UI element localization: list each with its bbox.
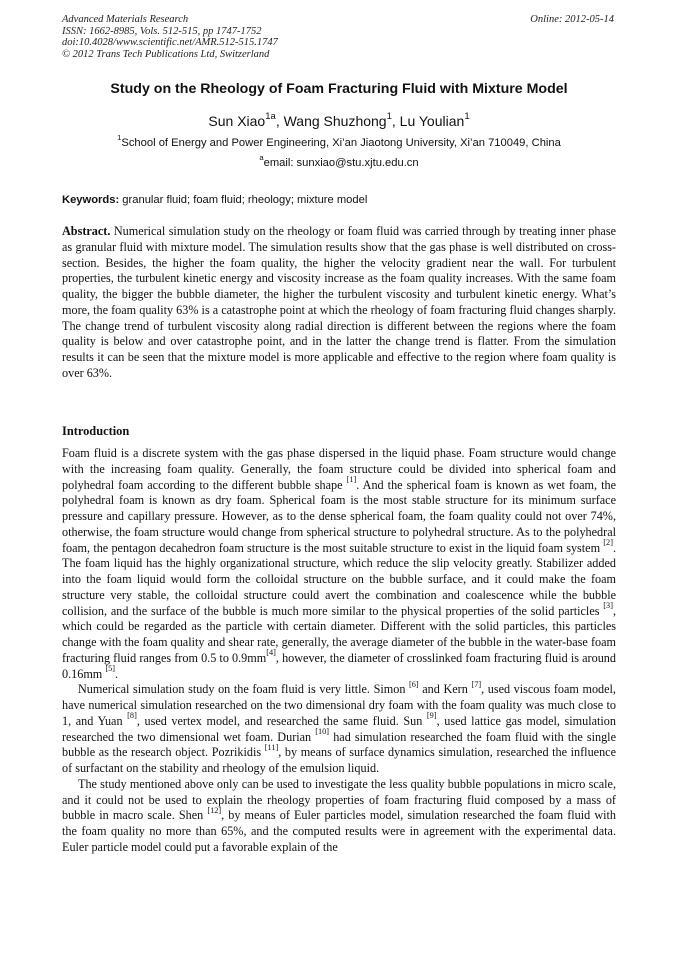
citation-ref: [5] bbox=[105, 664, 115, 674]
citation-ref: [11] bbox=[264, 742, 279, 752]
paragraph bbox=[62, 446, 616, 682]
citation-ref: [7] bbox=[471, 679, 482, 689]
citation-ref: [12] bbox=[207, 805, 222, 815]
keywords bbox=[62, 194, 616, 206]
online-date: Online: 2012-05-14 bbox=[530, 14, 614, 25]
citation-ref: [2] bbox=[603, 538, 613, 548]
text-run: , by means of Euler particles model, simulation researched the foam fluid with the foam quality no more than 65%, and the computed results were in agreement with the experimental data. Euler particle model could put a favorable explain of the bbox=[62, 808, 616, 854]
citation-ref: [8] bbox=[127, 711, 137, 721]
keywords-text: granular fluid; foam fluid; rheology; mixture model bbox=[119, 194, 368, 206]
journal-header bbox=[62, 14, 278, 60]
email-line bbox=[0, 153, 678, 169]
abstract-label: Abstract. bbox=[62, 224, 111, 238]
author-separator: , bbox=[391, 113, 400, 129]
abstract-text: Numerical simulation study on the rheology or foam fluid was carried through by treating inner phase as granular fluid with mixture model. The simulation results show that the gas phase is well distributed on cross-section. Besides, the higher the foam quality, the higher the velocity gradient near the wall. For turbulent properties, the turbulent kinetic energy and viscosity increase as the foam quality increases. With the same foam quality, the bigger the bubble diameter, the higher the turbulent viscosity and turbulent kinetic energy. What’s more, the foam quality 63% is a catastrophe point at which the rheology of foam fracturing fluid changes sharply. The change trend of turbulent viscosity along radial direction is different between the regions where the foam quality is below and over catastrophe point, and in the latter the change trend is flatter. From the simulation results it can be seen that the mixture model is more applicable and effective to the region where foam quality is over 63%. bbox=[62, 224, 616, 380]
affiliation-marker: 1 bbox=[117, 133, 122, 143]
text-run: The study mentioned above only can be used to investigate the less quality bubble populations in micro scale, and it could not be used to explain the rheology properties of foam fracturing fluid composed by a mass of bubble in macro scale. Shen bbox=[62, 776, 616, 823]
author-marker: 1a bbox=[265, 110, 276, 122]
abstract bbox=[62, 224, 616, 382]
doi-line: doi:10.4028/www.scientific.net/AMR.512-515.1747 bbox=[62, 37, 278, 48]
keywords-label: Keywords: bbox=[62, 194, 120, 206]
citation-ref: [1] bbox=[346, 475, 357, 485]
paragraph bbox=[62, 679, 616, 777]
affiliation bbox=[0, 133, 678, 149]
text-run: , by means of surface dynamics simulation, researched the influence of surfactant on the stability and rheology of the emulsion liquid. bbox=[62, 745, 616, 775]
text-run: and Kern bbox=[418, 682, 472, 697]
text-run: . The foam liquid has the highly organizational structure, which reduce the slip velocity greatly. Stabilizer added into the foam liquid would form the colloidal structure on the bubble surface, and it could make the foam structure very stable, the colloidal structure could avert the combination and coalescence while the bubble collision, and the surface of the bubble is much more similar to the physical properties of the solid particles bbox=[62, 540, 616, 618]
text-run: Numerical simulation study on the foam fluid is very little. Simon bbox=[78, 682, 410, 697]
text-run: had simulation researched the foam fluid with the single bubble as the research object. Pozrikidis bbox=[62, 729, 616, 760]
affiliation-text: School of Energy and Power Engineering, Xi’an Jiaotong University, Xi’an 710049, China bbox=[121, 137, 561, 149]
email-marker: a bbox=[259, 153, 264, 163]
text-run: , used viscous foam model, have numerical simulation researched on the two dimensional dry foam with the foam quality was much close to 1, and Yuan bbox=[62, 682, 616, 728]
citation-ref: [4] bbox=[266, 648, 276, 658]
text-run: , which could be regarded as the particle with certain diameter. Different with the solid particles, this particles change with the foam quality and shear rate, generally, the average diameter of the bubble in the water-base foam fracturing fluid ranges from 0.5 to 0.9mm bbox=[62, 603, 616, 665]
citation-ref: [9] bbox=[426, 711, 437, 721]
email-text: email: sunxiao@stu.xjtu.edu.cn bbox=[263, 157, 419, 169]
author-name: Wang Shuzhong bbox=[283, 113, 387, 129]
citation-ref: [3] bbox=[603, 601, 613, 611]
citation-ref: [6] bbox=[409, 679, 419, 689]
text-run: , however, the diameter of crosslinked foam fracturing fluid is around 0.16mm bbox=[62, 650, 616, 681]
copyright-line: © 2012 Trans Tech Publications Ltd, Switzerland bbox=[62, 48, 270, 60]
text-run: , used lattice gas model, simulation researched the two dimensional wet foam. Durian bbox=[62, 713, 616, 744]
text-run: , used vertex model, and researched the same fluid. Sun bbox=[136, 713, 427, 728]
citation-ref: [10] bbox=[315, 727, 330, 737]
introduction-body bbox=[62, 446, 616, 856]
section-heading-introduction: Introduction bbox=[62, 424, 130, 438]
text-run: . bbox=[115, 666, 119, 681]
journal-name: Advanced Materials Research bbox=[62, 14, 189, 25]
author-marker: 1 bbox=[464, 110, 470, 122]
paper-title: Study on the Rheology of Foam Fracturing Fluid with Mixture Model bbox=[110, 81, 568, 97]
author-separator: , bbox=[275, 113, 284, 129]
author-name: Sun Xiao bbox=[208, 113, 266, 129]
author-list bbox=[0, 110, 678, 129]
author-name: Lu Youlian bbox=[399, 113, 465, 129]
issn-line: ISSN: 1662-8985, Vols. 512-515, pp 1747-1752 bbox=[62, 25, 262, 37]
paragraph bbox=[62, 777, 616, 856]
text-run: . And the spherical foam is known as wet foam, the polyhedral foam is known as dry foam. Spherical foam is the most stable structure for its minimum surface pressure and capillary pressure. However, as to the dense spherical foam, the foam quality could not over 74%, otherwise, the foam structure would change from spherical structure to polyhedral structure. As to the polyhedral foam, the pentagon decahedron foam structure is the most suitable structure to exist in the liquid foam system bbox=[62, 477, 616, 555]
text-run: Foam fluid is a discrete system with the gas phase dispersed in the liquid phase. Foam structure would change with the increasing foam quality. Generally, the foam structure could be divided into spherical foam and polyhedral foam according to the different bubble shape bbox=[62, 446, 616, 492]
author-marker: 1 bbox=[386, 110, 392, 122]
